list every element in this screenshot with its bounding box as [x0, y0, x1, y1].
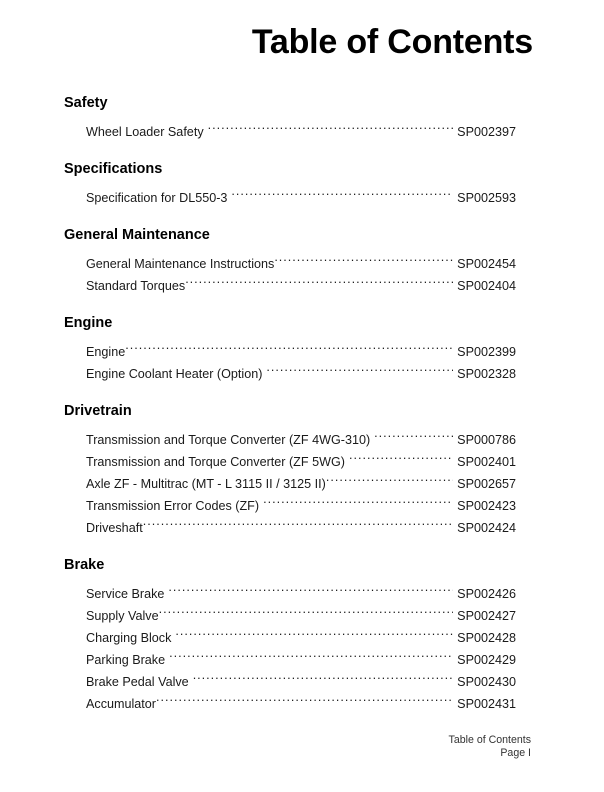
toc-section — [64, 404, 516, 539]
toc-entry-code: SP002428 — [457, 631, 516, 645]
toc-section — [64, 316, 516, 385]
toc-dot-leader — [193, 673, 453, 686]
toc-entry-title: Standard Torques — [86, 279, 186, 293]
toc-entry-title: Accumulator — [86, 697, 156, 711]
toc-entry[interactable] — [86, 429, 516, 451]
toc-entry-title: Specification for DL550-3 — [86, 191, 228, 205]
toc-entry-title: Engine — [86, 345, 126, 359]
toc-entry[interactable] — [86, 605, 516, 627]
toc-entry-code: SP002424 — [457, 521, 516, 535]
toc-entry-code: SP002427 — [457, 609, 516, 623]
toc-dot-leader — [143, 519, 453, 532]
toc-entry-code: SP002401 — [457, 455, 516, 469]
toc-dot-leader — [274, 255, 453, 268]
toc-entry[interactable] — [86, 341, 516, 363]
table-of-contents — [64, 96, 516, 715]
toc-entry[interactable] — [86, 517, 516, 539]
toc-entry[interactable] — [86, 473, 516, 495]
toc-dot-leader — [175, 629, 453, 642]
toc-section — [64, 162, 516, 209]
toc-section — [64, 558, 516, 715]
toc-section — [64, 228, 516, 297]
toc-entry-title: Service Brake — [86, 587, 165, 601]
toc-entry-code: SP002454 — [457, 257, 516, 271]
toc-entry-code: SP002431 — [457, 697, 516, 711]
toc-entry[interactable] — [86, 363, 516, 385]
toc-entry-title: General Maintenance Instructions — [86, 257, 275, 271]
toc-entry-title: Wheel Loader Safety — [86, 125, 204, 139]
toc-dot-leader — [231, 189, 453, 202]
toc-entry[interactable] — [86, 187, 516, 209]
toc-dot-leader — [185, 277, 453, 290]
toc-entry[interactable] — [86, 495, 516, 517]
toc-section-heading: Brake — [64, 557, 105, 573]
toc-entry[interactable] — [86, 583, 516, 605]
toc-dot-leader — [326, 475, 453, 488]
toc-entry[interactable] — [86, 649, 516, 671]
toc-section-heading: Drivetrain — [64, 403, 132, 419]
toc-entry-title: Driveshaft — [86, 521, 143, 535]
toc-dot-leader — [208, 123, 454, 136]
toc-dot-leader — [266, 365, 453, 378]
toc-entry[interactable] — [86, 693, 516, 715]
toc-entry-code: SP002399 — [457, 345, 516, 359]
toc-entry-title: Transmission and Torque Converter (ZF 5WG) — [86, 455, 345, 469]
toc-entry-title: Charging Block — [86, 631, 172, 645]
toc-entry-code: SP002423 — [457, 499, 516, 513]
toc-entry[interactable] — [86, 451, 516, 473]
toc-entry-code: SP002429 — [457, 653, 516, 667]
toc-entry-code: SP002430 — [457, 675, 516, 689]
toc-section-heading: Engine — [64, 315, 113, 331]
toc-entry-code: SP002328 — [457, 367, 516, 381]
toc-dot-leader — [159, 607, 454, 620]
toc-entry-code: SP002404 — [457, 279, 516, 293]
toc-entry-title: Parking Brake — [86, 653, 166, 667]
page-title: Table of Contents — [251, 23, 533, 61]
toc-dot-leader — [263, 497, 453, 510]
toc-section-heading: Safety — [64, 95, 108, 111]
toc-entry[interactable] — [86, 671, 516, 693]
toc-dot-leader — [374, 431, 453, 444]
toc-dot-leader — [125, 343, 453, 356]
toc-entry-title: Transmission Error Codes (ZF) — [86, 499, 260, 513]
toc-section-heading: General Maintenance — [64, 227, 210, 243]
page-footer — [0, 734, 531, 760]
toc-entry-code: SP002397 — [457, 125, 516, 139]
toc-entry-title: Transmission and Torque Converter (ZF 4WG-310) — [86, 433, 371, 447]
toc-section — [64, 96, 516, 143]
footer-document-name: Table of Contents — [448, 734, 531, 746]
footer-page-number: Page I — [500, 747, 531, 759]
toc-entry-title: Axle ZF - Multitrac (MT - L 3115 II / 3125 II) — [86, 477, 326, 491]
toc-dot-leader — [168, 585, 453, 598]
toc-entry[interactable] — [86, 627, 516, 649]
toc-entry-code: SP000786 — [457, 433, 516, 447]
toc-section-heading: Specifications — [64, 161, 163, 177]
toc-entry-title: Engine Coolant Heater (Option) — [86, 367, 263, 381]
toc-entry-code: SP002593 — [457, 191, 516, 205]
toc-dot-leader — [156, 695, 453, 708]
toc-entry-code: SP002657 — [457, 477, 516, 491]
toc-entry-title: Brake Pedal Valve — [86, 675, 189, 689]
toc-dot-leader — [169, 651, 453, 664]
toc-entry-title: Supply Valve — [86, 609, 159, 623]
toc-entry[interactable] — [86, 275, 516, 297]
toc-entry[interactable] — [86, 253, 516, 275]
toc-entry-code: SP002426 — [457, 587, 516, 601]
toc-entry[interactable] — [86, 121, 516, 143]
toc-dot-leader — [349, 453, 453, 466]
